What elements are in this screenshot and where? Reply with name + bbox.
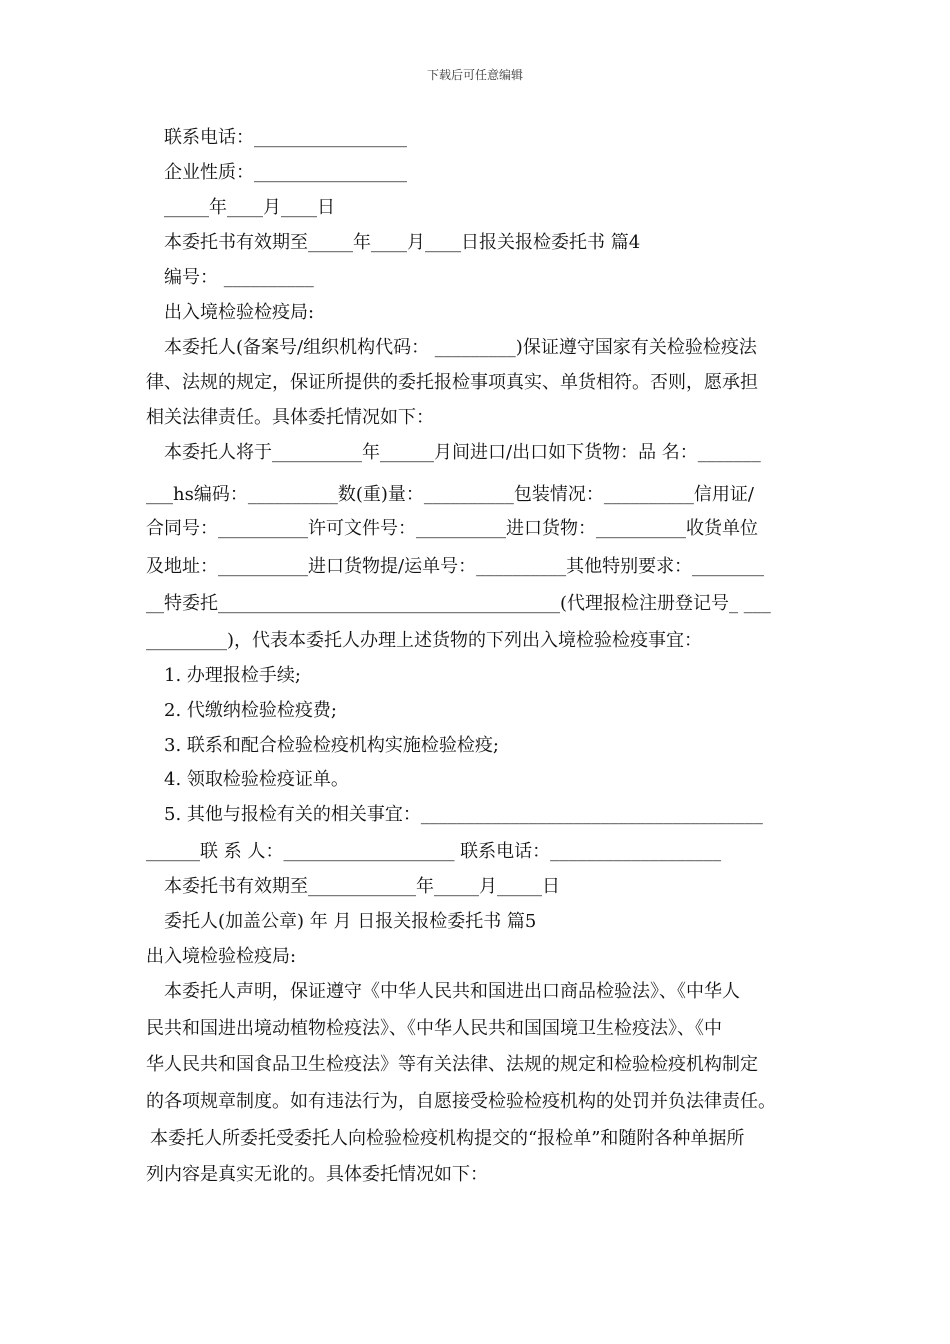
paragraph-line: 律、法规的规定，保证所提供的委托报检事项真实、单货相符。否则，愿承担	[146, 372, 758, 393]
paragraph-line: 本委托人声明，保证遵守《中华人民共和国进出口商品检验法》、《中华人	[164, 981, 740, 1002]
paragraph-line: 本委托人将于__________年______月间进口/出口如下货物：品 名：_______	[164, 442, 761, 463]
paragraph-line: 民共和国进出境动植物检疫法》、《中华人民共和国国境卫生检疫法》、《中	[146, 1018, 722, 1039]
contact-phone-line: 联系电话：_________________	[164, 127, 407, 148]
contact-person-line: ______联 系 人：___________________ 联系电话：___________________	[146, 841, 722, 862]
validity-line: 本委托书有效期至____________年_____月_____日	[164, 876, 560, 897]
client-seal-heading-5: 委托人(加盖公章) 年 月 日报关报检委托书 篇5	[164, 911, 537, 932]
paragraph-line: _________)，代表本委托人办理上述货物的下列出入境检验检疫事宜：	[146, 630, 703, 651]
paragraph-line: ___hs编码：__________数(重)量：__________包装情况：__________信用证/	[146, 484, 754, 505]
list-item: 4. 领取检验检疫证单。	[164, 769, 349, 790]
list-item: 5. 其他与报检有关的相关事宜：______________________________________	[164, 804, 763, 825]
page-header: 下载后可任意编辑	[426, 68, 523, 82]
list-item: 3. 联系和配合检验检疫机构实施检验检疫;	[164, 735, 499, 756]
paragraph-line: 及地址：__________进口货物提/运单号：__________其他特别要求：________	[146, 556, 765, 577]
paragraph-line: 华人民共和国食品卫生检疫法》等有关法律、法规的规定和检验检疫机构制定	[146, 1054, 758, 1075]
list-item: 2. 代缴纳检验检疫费;	[164, 700, 337, 721]
date-line: _____年____月____日	[164, 197, 335, 218]
addressee-line: 出入境检验检疫局:	[164, 302, 315, 323]
paragraph-line: 相关法律责任。具体委托情况如下：	[146, 407, 434, 428]
paragraph-line: 列内容是真实无讹的。具体委托情况如下：	[146, 1164, 488, 1185]
paragraph-line: 本委托人(备案号/组织机构代码： _________)保证遵守国家有关检验检疫法	[164, 337, 757, 358]
paragraph-line: 本委托人所委托受委托人向检验检疫机构提交的“报检单”和随附各种单据所	[150, 1128, 745, 1149]
serial-number-line: 编号： __________	[164, 267, 314, 288]
addressee-line: 出入境检验检疫局:	[146, 946, 297, 967]
paragraph-line: 合同号：__________许可文件号：__________进口货物：__________收货单位	[146, 518, 758, 539]
list-item: 1. 办理报检手续;	[164, 665, 301, 686]
validity-heading-4: 本委托书有效期至_____年____月____日报关报检委托书 篇4	[164, 232, 641, 253]
enterprise-nature-line: 企业性质：_________________	[164, 162, 407, 183]
paragraph-line: __特委托______________________________________(代理报检注册登记号_ ___	[146, 593, 771, 614]
paragraph-line: 的各项规章制度。如有违法行为，自愿接受检验检疫机构的处罚并负法律责任。	[146, 1091, 776, 1112]
